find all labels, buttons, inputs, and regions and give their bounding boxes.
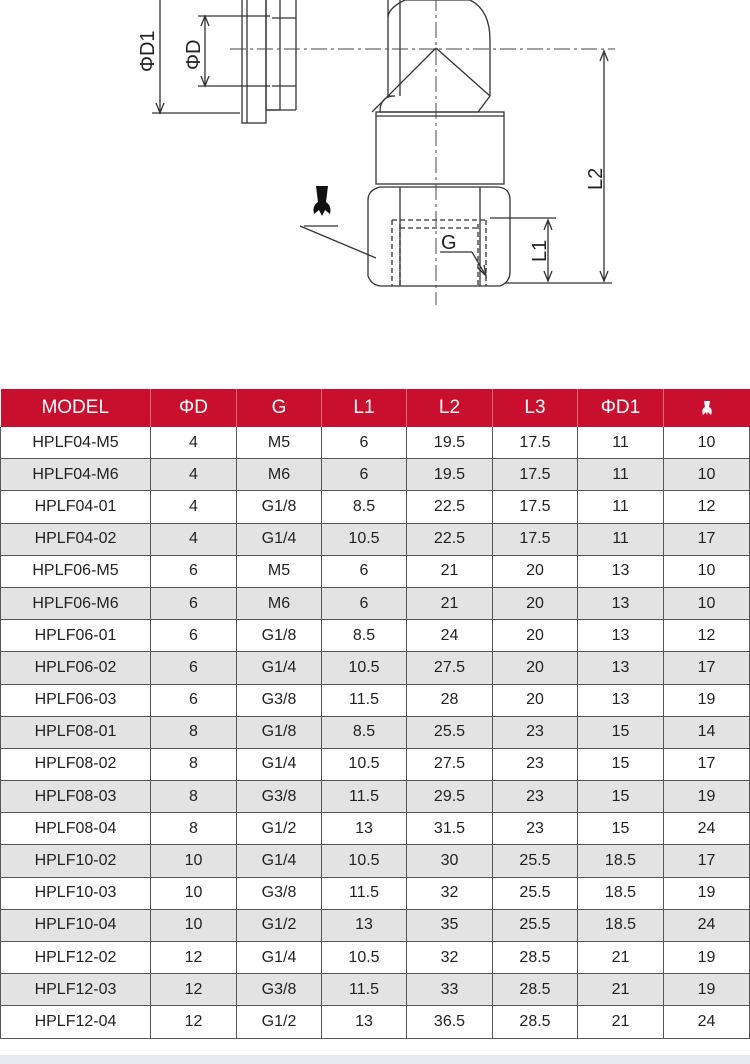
table-row [1,942,750,974]
cell-g: G3/8 [237,877,322,909]
cell-l1: 10.5 [322,523,407,555]
cell-l3: 28.5 [493,1006,578,1038]
cell-l2: 22.5 [407,523,493,555]
elbow-body [380,0,490,112]
cell-l3: 28.5 [493,942,578,974]
table-row [1,587,750,619]
cell-g: G3/8 [237,974,322,1006]
cell-model: HPLF08-04 [1,813,151,845]
cell-l3: 23 [493,781,578,813]
cell-l2: 19.5 [407,459,493,491]
cell-l3: 17.5 [493,459,578,491]
table-row [1,845,750,877]
cell-model: HPLF12-02 [1,942,151,974]
table-row [1,459,750,491]
cell-l2: 25.5 [407,716,493,748]
cell-g: G1/8 [237,716,322,748]
cell-wrench-size: 19 [664,684,750,716]
cell-wrench-size: 10 [664,587,750,619]
table-row [1,877,750,909]
cell-l1: 10.5 [322,748,407,780]
cell-phi-d1: 18.5 [578,909,664,941]
cell-wrench-size: 17 [664,652,750,684]
cell-l2: 30 [407,845,493,877]
cell-phi-d: 8 [151,813,237,845]
cell-l1: 13 [322,1006,407,1038]
cell-phi-d: 6 [151,555,237,587]
cell-phi-d: 6 [151,684,237,716]
cell-l1: 6 [322,427,407,459]
cell-l3: 25.5 [493,909,578,941]
cell-l3: 23 [493,748,578,780]
body-neck [376,112,504,184]
cell-l3: 20 [493,620,578,652]
cell-phi-d: 10 [151,877,237,909]
label-d: ΦD [183,39,205,70]
cell-l2: 32 [407,877,493,909]
cell-phi-d1: 13 [578,684,664,716]
cell-l1: 6 [322,459,407,491]
cell-l1: 10.5 [322,845,407,877]
cell-l2: 21 [407,587,493,619]
cell-l1: 11.5 [322,974,407,1006]
cell-l3: 25.5 [493,845,578,877]
cell-wrench-size: 10 [664,427,750,459]
cell-g: M6 [237,459,322,491]
cell-phi-d: 10 [151,845,237,877]
cell-l1: 6 [322,587,407,619]
cell-l1: 11.5 [322,781,407,813]
cell-phi-d1: 18.5 [578,845,664,877]
cell-model: HPLF06-M6 [1,587,151,619]
cell-g: G1/4 [237,942,322,974]
table-row [1,427,750,459]
cell-l2: 33 [407,974,493,1006]
cell-g: G1/2 [237,909,322,941]
wrench-icon [314,186,331,216]
cell-l3: 20 [493,684,578,716]
cell-phi-d1: 13 [578,620,664,652]
cell-g: G1/2 [237,813,322,845]
cell-l2: 31.5 [407,813,493,845]
header-wrench [664,389,750,427]
label-l1: L1 [529,239,551,262]
cell-wrench-size: 12 [664,491,750,523]
cell-phi-d: 6 [151,652,237,684]
table-row [1,974,750,1006]
cell-l2: 32 [407,942,493,974]
wrench-icon [699,400,715,416]
cell-wrench-size: 24 [664,813,750,845]
header-phi-d1: ΦD1 [578,389,664,427]
hex-nut [368,187,510,286]
cell-model: HPLF08-02 [1,748,151,780]
table-header-row [1,389,750,427]
cell-wrench-size: 12 [664,620,750,652]
cell-l1: 11.5 [322,877,407,909]
cell-g: G3/8 [237,684,322,716]
cell-wrench-size: 19 [664,974,750,1006]
cell-model: HPLF12-04 [1,1006,151,1038]
table-row [1,684,750,716]
cell-g: G1/8 [237,491,322,523]
table-row [1,523,750,555]
cell-phi-d1: 15 [578,716,664,748]
cell-g: M5 [237,555,322,587]
label-d1: ΦD1 [137,30,159,72]
cell-phi-d1: 11 [578,427,664,459]
cell-phi-d: 4 [151,491,237,523]
header-l3: L3 [493,389,578,427]
cell-phi-d: 8 [151,748,237,780]
cell-model: HPLF06-02 [1,652,151,684]
cell-l1: 13 [322,813,407,845]
cell-l3: 23 [493,716,578,748]
cell-wrench-size: 19 [664,877,750,909]
cell-phi-d: 8 [151,781,237,813]
cell-phi-d: 8 [151,716,237,748]
cell-phi-d1: 21 [578,1006,664,1038]
cell-l1: 13 [322,909,407,941]
cell-g: M6 [237,587,322,619]
cell-phi-d: 10 [151,909,237,941]
header-g: G [237,389,322,427]
header-l2: L2 [407,389,493,427]
cell-phi-d1: 15 [578,781,664,813]
cell-g: G1/2 [237,1006,322,1038]
cell-g: M5 [237,427,322,459]
cell-phi-d: 4 [151,523,237,555]
cell-phi-d: 12 [151,942,237,974]
cell-phi-d1: 13 [578,587,664,619]
cell-g: G1/8 [237,620,322,652]
bottom-band [0,1055,750,1064]
cell-g: G3/8 [237,781,322,813]
cell-l1: 8.5 [322,716,407,748]
cell-l3: 23 [493,813,578,845]
cell-l3: 20 [493,652,578,684]
cell-model: HPLF06-01 [1,620,151,652]
table-row [1,813,750,845]
cell-model: HPLF04-02 [1,523,151,555]
cell-l2: 21 [407,555,493,587]
fitting-technical-drawing [0,0,750,330]
cell-wrench-size: 19 [664,942,750,974]
cell-l3: 25.5 [493,877,578,909]
cell-l2: 35 [407,909,493,941]
table-row [1,491,750,523]
cell-l1: 8.5 [322,620,407,652]
cell-model: HPLF04-M6 [1,459,151,491]
cell-model: HPLF06-M5 [1,555,151,587]
cell-l2: 36.5 [407,1006,493,1038]
cell-wrench-size: 14 [664,716,750,748]
cell-g: G1/4 [237,748,322,780]
cell-l2: 27.5 [407,652,493,684]
cell-l1: 11.5 [322,684,407,716]
header-phi-d: ΦD [151,389,237,427]
cell-l3: 20 [493,555,578,587]
cell-l3: 17.5 [493,491,578,523]
cell-wrench-size: 24 [664,1006,750,1038]
release-collet [242,0,266,123]
table-row [1,620,750,652]
cell-model: HPLF10-03 [1,877,151,909]
cell-wrench-size: 24 [664,909,750,941]
cell-model: HPLF04-M5 [1,427,151,459]
cell-l2: 19.5 [407,427,493,459]
cell-l3: 28.5 [493,974,578,1006]
cell-l1: 10.5 [322,652,407,684]
cell-phi-d1: 11 [578,491,664,523]
cell-phi-d: 6 [151,587,237,619]
header-l1: L1 [322,389,407,427]
cell-model: HPLF08-01 [1,716,151,748]
table-row [1,748,750,780]
cell-phi-d1: 21 [578,974,664,1006]
cell-g: G1/4 [237,523,322,555]
cell-wrench-size: 10 [664,459,750,491]
label-l2: L2 [585,167,607,190]
label-g: G [441,232,457,254]
cell-phi-d: 12 [151,974,237,1006]
cell-phi-d: 6 [151,620,237,652]
cell-phi-d1: 21 [578,942,664,974]
cell-phi-d1: 15 [578,813,664,845]
cell-phi-d1: 15 [578,748,664,780]
cell-wrench-size: 17 [664,523,750,555]
cell-model: HPLF06-03 [1,684,151,716]
cell-wrench-size: 17 [664,748,750,780]
cell-l1: 10.5 [322,942,407,974]
table-row [1,1006,750,1038]
table-row [1,716,750,748]
cell-l2: 27.5 [407,748,493,780]
cell-l2: 28 [407,684,493,716]
cell-l1: 6 [322,555,407,587]
cell-model: HPLF08-03 [1,781,151,813]
cell-wrench-size: 17 [664,845,750,877]
cell-model: HPLF10-04 [1,909,151,941]
cell-l3: 17.5 [493,427,578,459]
table-row [1,781,750,813]
cell-phi-d1: 11 [578,523,664,555]
cell-phi-d1: 13 [578,652,664,684]
cell-g: G1/4 [237,845,322,877]
cell-phi-d1: 13 [578,555,664,587]
cell-phi-d1: 11 [578,459,664,491]
cell-l2: 24 [407,620,493,652]
cell-model: HPLF04-01 [1,491,151,523]
spec-table [0,389,750,1039]
cell-phi-d1: 18.5 [578,877,664,909]
table-row [1,909,750,941]
table-row [1,555,750,587]
cell-l2: 29.5 [407,781,493,813]
cell-phi-d: 4 [151,459,237,491]
cell-l3: 17.5 [493,523,578,555]
header-model: MODEL [1,389,151,427]
cell-l3: 20 [493,587,578,619]
cell-phi-d: 12 [151,1006,237,1038]
cell-l2: 22.5 [407,491,493,523]
cell-model: HPLF12-03 [1,974,151,1006]
cell-wrench-size: 19 [664,781,750,813]
cell-wrench-size: 10 [664,555,750,587]
table-row [1,652,750,684]
cell-l1: 8.5 [322,491,407,523]
cell-model: HPLF10-02 [1,845,151,877]
cell-g: G1/4 [237,652,322,684]
cell-phi-d: 4 [151,427,237,459]
